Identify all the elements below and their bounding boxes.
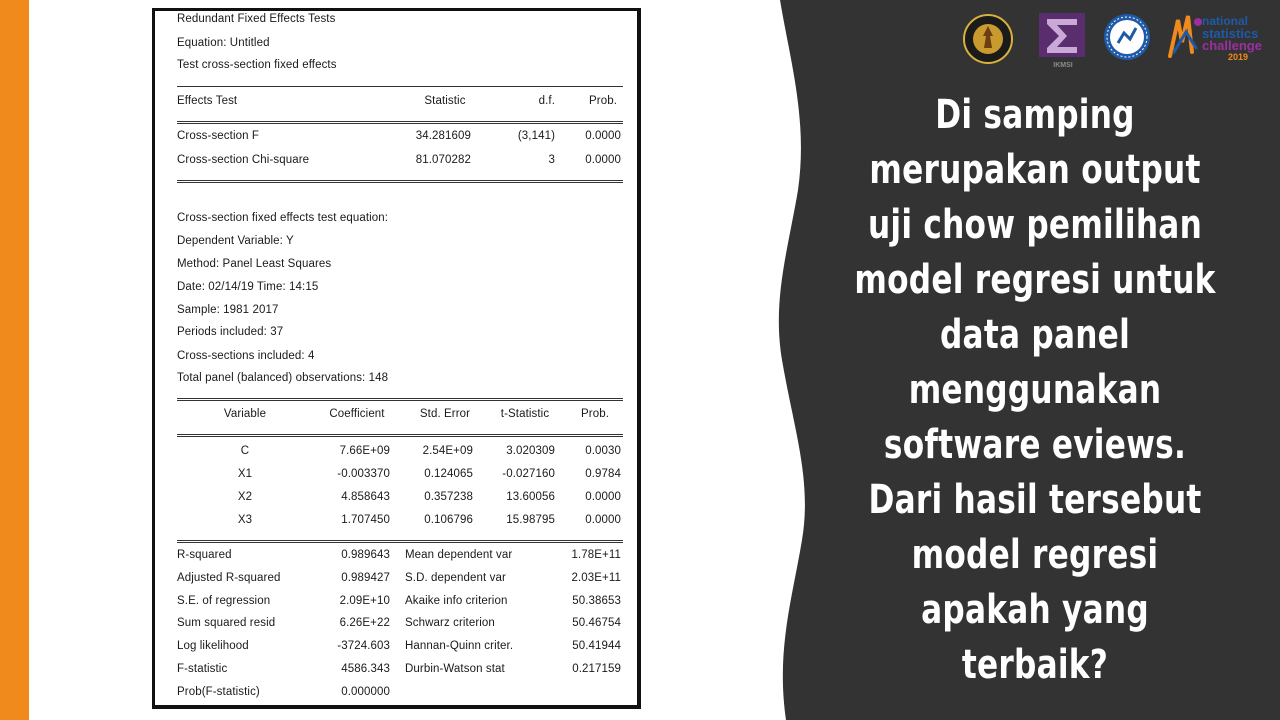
effects-header-test: Effects Test — [177, 95, 238, 107]
stats-label2: Durbin-Watson stat — [405, 663, 505, 675]
stats-value2: 50.46754 — [572, 617, 621, 629]
coef-prob: 0.0000 — [585, 491, 621, 503]
stats-label2: Akaike info criterion — [405, 595, 508, 607]
info-line: Total panel (balanced) observations: 148 — [177, 372, 389, 384]
coef-variable: X1 — [237, 468, 253, 480]
coef-header-variable: Variable — [223, 408, 267, 420]
stats-label2: Schwarz criterion — [405, 617, 495, 629]
effects-df: (3,141) — [517, 130, 555, 142]
coef-coefficient: 7.66E+09 — [339, 445, 390, 457]
coef-coefficient: 4.858643 — [341, 491, 390, 503]
coef-coefficient: 1.707450 — [341, 514, 390, 526]
sigma-logo — [1037, 11, 1089, 69]
stats-label: Sum squared resid — [177, 617, 276, 629]
left-accent-bar — [0, 0, 29, 720]
stats-label2: Mean dependent var — [405, 549, 513, 561]
coef-header-stderror: Std. Error — [419, 408, 471, 420]
info-line: Sample: 1981 2017 — [177, 304, 279, 316]
eviews-title: Redundant Fixed Effects Tests — [177, 13, 336, 25]
effects-statistic: 34.281609 — [415, 130, 471, 142]
coef-variable: X3 — [237, 514, 253, 526]
coef-variable: C — [240, 445, 250, 457]
stats-value: 2.09E+10 — [339, 595, 390, 607]
stats-value: 0.000000 — [341, 686, 390, 698]
coef-header-coefficient: Coefficient — [329, 408, 385, 420]
info-line: Method: Panel Least Squares — [177, 258, 332, 270]
stats-label: Prob(F-statistic) — [177, 686, 260, 698]
nsc-line-challenge: challenge — [1202, 38, 1262, 53]
stats-value: -3724.603 — [337, 640, 390, 652]
coef-coefficient: -0.003370 — [337, 468, 390, 480]
effects-prob: 0.0000 — [585, 130, 621, 142]
divider — [177, 121, 623, 124]
stats-label: Log likelihood — [177, 640, 249, 652]
coef-stderror: 0.357238 — [424, 491, 473, 503]
stats-value: 4586.343 — [341, 663, 390, 675]
info-line: Periods included: 37 — [177, 326, 284, 338]
divider — [177, 540, 623, 543]
divider — [177, 398, 623, 401]
coef-prob: 0.0000 — [585, 514, 621, 526]
effects-name: Cross-section F — [177, 130, 260, 142]
effects-header-df: d.f. — [538, 95, 555, 107]
statistics-emblem-logo — [1103, 13, 1151, 61]
eviews-output-image — [152, 8, 641, 709]
coef-prob: 0.9784 — [585, 468, 621, 480]
stats-label2: Hannan-Quinn criter. — [405, 640, 514, 652]
stats-label: R-squared — [177, 549, 232, 561]
stats-label: S.E. of regression — [177, 595, 271, 607]
effects-header-prob: Prob. — [589, 95, 617, 107]
effects-name: Cross-section Chi-square — [177, 154, 310, 166]
stats-label2: S.D. dependent var — [405, 572, 506, 584]
info-line: Date: 02/14/19 Time: 14:15 — [177, 281, 319, 293]
info-line: Cross-section fixed effects test equation: — [177, 212, 389, 224]
coef-tstat: 3.020309 — [506, 445, 555, 457]
stats-value2: 50.38653 — [572, 595, 621, 607]
coef-tstat: 13.60056 — [506, 491, 555, 503]
national-statistics-challenge-logo — [1166, 12, 1206, 60]
stats-label: Adjusted R-squared — [177, 572, 281, 584]
stats-value2: 1.78E+11 — [571, 549, 621, 561]
divider — [177, 434, 623, 437]
effects-prob: 0.0000 — [585, 154, 621, 166]
stats-value2: 0.217159 — [572, 663, 621, 675]
sigma-caption: IKMSI — [1053, 62, 1073, 69]
coef-header-tstat: t-Statistic — [500, 408, 550, 420]
divider — [177, 86, 623, 87]
stats-label: F-statistic — [177, 663, 228, 675]
stats-value2: 50.41944 — [572, 640, 621, 652]
coef-stderror: 0.106796 — [424, 514, 473, 526]
coef-tstat: -0.027160 — [502, 468, 555, 480]
eviews-equation: Equation: Untitled — [177, 37, 270, 49]
question-text: Di samping merupakan output uji chow pemilihan model regresi untuk data panel menggunakan software eviews. Dari hasil tersebut model regresi apakah yang terbaik? — [854, 92, 1216, 688]
nsc-line-national: national — [1202, 14, 1249, 28]
university-seal-logo — [963, 14, 1013, 64]
effects-df: 3 — [548, 154, 555, 166]
coef-stderror: 0.124065 — [424, 468, 473, 480]
eviews-test-desc: Test cross-section fixed effects — [177, 59, 337, 71]
coef-prob: 0.0030 — [585, 445, 621, 457]
coef-tstat: 15.98795 — [506, 514, 555, 526]
info-line: Dependent Variable: Y — [177, 235, 294, 247]
info-line: Cross-sections included: 4 — [177, 350, 315, 362]
coef-stderror: 2.54E+09 — [422, 445, 473, 457]
nsc-line-year: 2019 — [1228, 52, 1249, 62]
stats-value2: 2.03E+11 — [571, 572, 621, 584]
divider — [177, 180, 623, 183]
coef-header-prob: Prob. — [581, 408, 609, 420]
coef-variable: X2 — [237, 491, 253, 503]
stats-value: 0.989427 — [341, 572, 390, 584]
stats-value: 6.26E+22 — [339, 617, 390, 629]
stats-value: 0.989643 — [341, 549, 390, 561]
nsc-line-statistics: statistics — [1202, 26, 1259, 41]
effects-header-statistic: Statistic — [424, 95, 466, 107]
effects-statistic: 81.070282 — [415, 154, 471, 166]
